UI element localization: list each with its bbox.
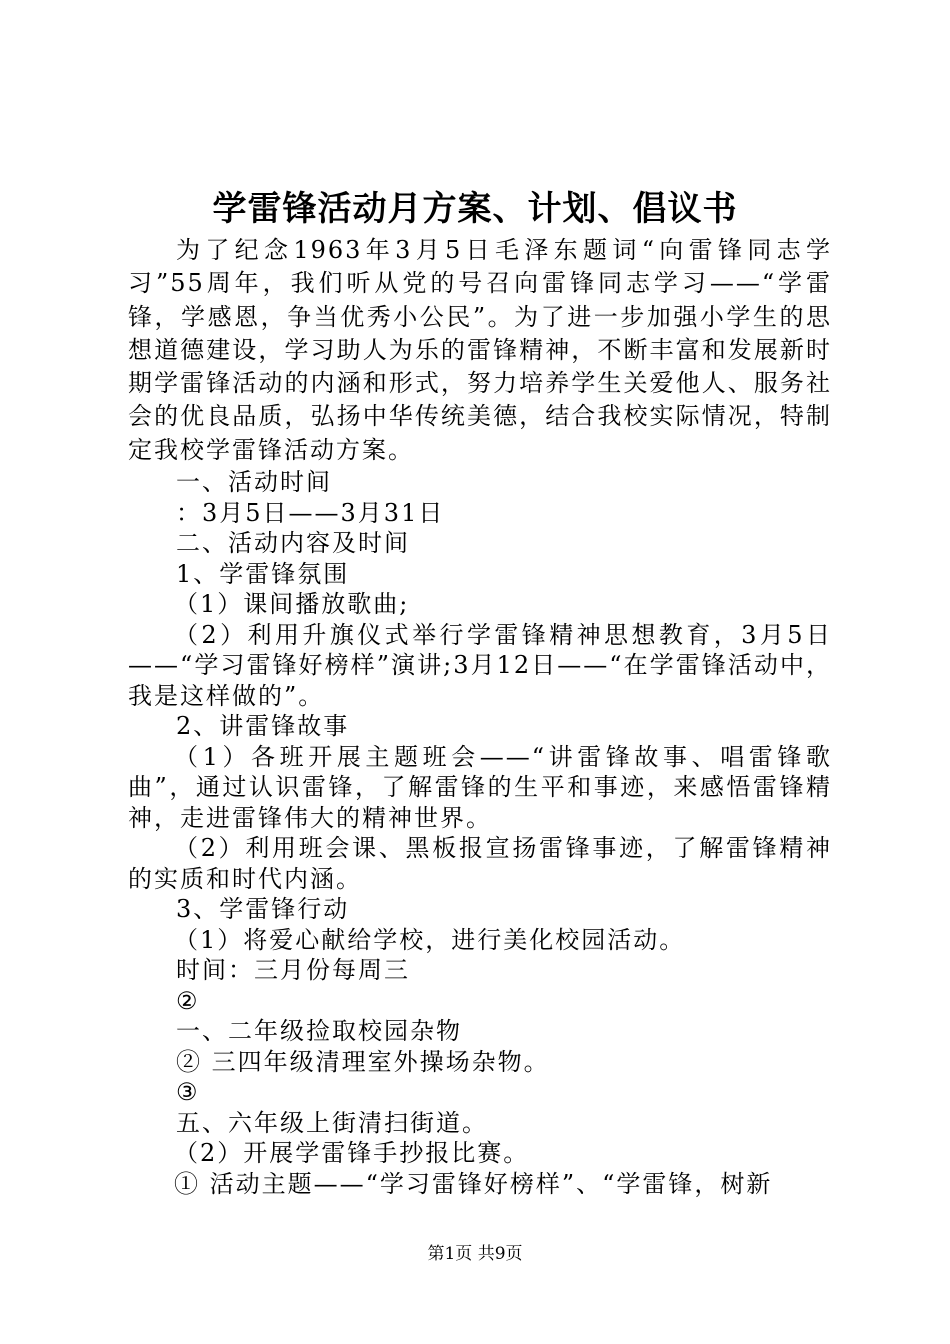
subsection-atmosphere: 1、学雷锋氛围	[176, 559, 350, 588]
section-heading-time: 一、活动时间	[176, 468, 332, 497]
intro-paragraph: 为了纪念1963年3月5日毛泽东题词“向雷锋同志学习”55周年，我们听从党的号召向雷锋同志学习——“学雷锋，学感恩，争当优秀小公民”。为了进一步加强小学生的思想道德建设，学习助人为乐的雷锋精神，不断丰富和发展新时期学雷锋活动的内涵和形式，努力培养学生关爱他人、服务社会的优良品质，弘扬中华传统美德，结合我校实际情况，特制定我校学雷锋活动方案。	[128, 236, 832, 464]
list-item: （1）课间播放歌曲;	[174, 590, 410, 619]
list-item: ② 三四年级清理室外操场杂物。	[176, 1047, 550, 1076]
subsection-stories: 2、讲雷锋故事	[176, 712, 350, 741]
list-item: ②	[176, 986, 200, 1015]
list-item: （2）利用班会课、黑板报宣扬雷锋事迹，了解雷锋精神的实质和时代内涵。	[128, 834, 832, 893]
subsection-actions: 3、学雷锋行动	[176, 895, 350, 924]
list-item: （1）将爱心献给学校，进行美化校园活动。	[174, 925, 686, 954]
list-item: ① 活动主题——“学习雷锋好榜样”、“学雷锋，树新	[174, 1169, 773, 1198]
page-footer: 第1页 共9页	[427, 1244, 523, 1264]
section-heading-content: 二、活动内容及时间	[176, 529, 410, 558]
list-item: （2）开展学雷锋手抄报比赛。	[174, 1139, 530, 1168]
list-item: （2）利用升旗仪式举行学雷锋精神思想教育，3月5日——“学习雷锋好榜样”演讲;3月12日——“在学雷锋活动中，我是这样做的”。	[128, 620, 832, 710]
list-item: ③	[176, 1078, 200, 1107]
list-item: 一、二年级捡取校园杂物	[176, 1017, 462, 1046]
list-item: 时间：三月份每周三	[176, 956, 410, 985]
document-body	[128, 234, 832, 1199]
time-range: ：3月5日——3月31日	[176, 498, 445, 527]
list-item: （1）各班开展主题班会——“讲雷锋故事、唱雷锋歌曲”，通过认识雷锋，了解雷锋的生平和事迹，来感悟雷锋精神，走进雷锋伟大的精神世界。	[128, 742, 832, 832]
page-title: 学雷锋活动月方案、计划、倡议书	[212, 189, 738, 229]
list-item: 五、六年级上街清扫街道。	[176, 1108, 488, 1137]
